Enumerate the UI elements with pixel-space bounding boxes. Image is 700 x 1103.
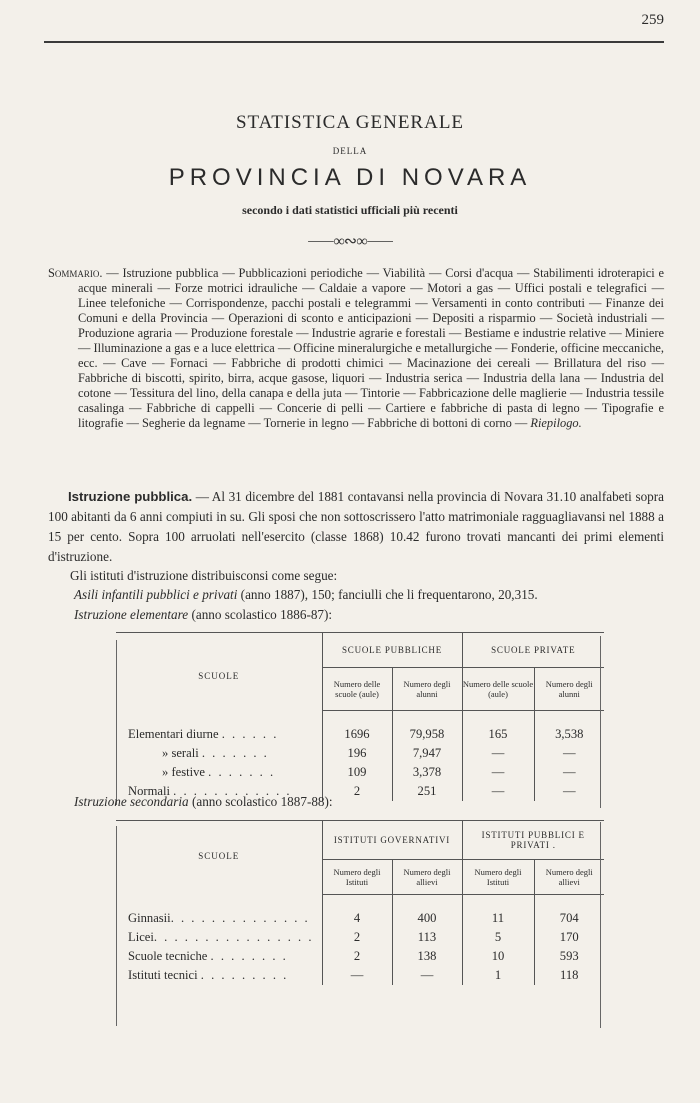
table-row xyxy=(116,763,604,782)
paragraph-asili xyxy=(74,585,664,605)
paragraph-istituti: Gli istituti d'istruzione distribuisconsi come segue: xyxy=(70,568,338,583)
table-header-pubbliche: SCUOLE PUBBLICHE xyxy=(322,633,462,668)
table-subheader: Numero degli Istituti xyxy=(462,860,534,895)
decorative-flourish: ⸺∞∾∞⸺ xyxy=(307,233,393,250)
table-cell: 165 xyxy=(462,711,534,745)
table-cell: 593 xyxy=(534,947,604,966)
table-subheader: Numero delle scuole (aule) xyxy=(462,668,534,711)
table-frame-right xyxy=(600,822,601,1028)
leader-dots: . . . . . . . . xyxy=(210,949,288,963)
row-label: Normali xyxy=(128,784,170,798)
table-subheader: Numero degli alunni xyxy=(392,668,462,711)
table-cell: 3,538 xyxy=(534,711,604,745)
paragraph-elementare xyxy=(74,605,664,625)
table-cell: 118 xyxy=(534,966,604,985)
table-cell: 1 xyxy=(462,966,534,985)
table-cell: 704 xyxy=(534,895,604,929)
table-row xyxy=(116,966,604,985)
table-cell: 196 xyxy=(322,744,392,763)
elementare-label: Istruzione elementare xyxy=(74,607,189,622)
row-label: Istituti tecnici xyxy=(128,968,198,982)
paragraph-secondaria xyxy=(74,792,664,812)
table-header-governativi: ISTITUTI GOVERNATIVI xyxy=(322,821,462,860)
asili-label: Asili infantili pubblici e privati xyxy=(74,587,238,602)
summary-label: Sommario. xyxy=(48,266,103,280)
table-header-pubblici-privati: ISTITUTI PUBBLICI E PRIVATI . xyxy=(462,821,604,860)
table-cell: — xyxy=(462,782,534,801)
leader-dots: . . . . . . . . . xyxy=(200,968,289,982)
table-cell: 400 xyxy=(392,895,462,929)
asili-text: (anno 1887), 150; fanciulli che li frequentarono, 20,315. xyxy=(237,587,538,602)
elementare-text: (anno scolastico 1886-87): xyxy=(188,607,333,622)
row-label: Scuole tecniche xyxy=(128,949,208,963)
table-cell: 11 xyxy=(462,895,534,929)
subtitle-fonti: secondo i dati statistici ufficiali più recenti xyxy=(242,203,458,217)
table-frame-right xyxy=(600,636,601,808)
row-label: » serali xyxy=(162,746,199,760)
table-cell: 79,958 xyxy=(392,711,462,745)
table-row xyxy=(116,928,604,947)
table-subheader: Numero degli allievi xyxy=(534,860,604,895)
table-cell: 4 xyxy=(322,895,392,929)
table-row xyxy=(116,895,604,929)
paragraph-istruzione xyxy=(48,487,664,567)
leader-dots: . . . . . . xyxy=(221,726,279,741)
table-cell: 7,947 xyxy=(392,744,462,763)
table-subheader: Numero delle scuole (aule) xyxy=(322,668,392,711)
secondaria-label: Istruzione secondaria xyxy=(74,794,189,809)
leader-dots: . . . . . . . xyxy=(208,765,276,779)
table-cell: — xyxy=(462,763,534,782)
table-istruzione-elementare xyxy=(116,632,604,801)
secondaria-text: (anno scolastico 1887-88): xyxy=(188,794,333,809)
table-cell: 2 xyxy=(322,947,392,966)
leader-dots: . . . . . . . . . . . . xyxy=(173,784,292,798)
table-cell: 3,378 xyxy=(392,763,462,782)
table-cell: — xyxy=(462,744,534,763)
row-label: Elementari diurne xyxy=(128,726,219,741)
table-subheader: Numero degli allievi xyxy=(392,860,462,895)
table-frame-left xyxy=(116,826,117,1026)
table-cell: — xyxy=(534,763,604,782)
summary-text: — Istruzione pubblica — Pubblicazioni periodiche — Viabilità — Corsi d'acqua — Stabilimenti idroterapici e acque minerali — Forze motrici idrauliche — Caldaie a vapore — Motori a gas — Uffici postali e telegrafici — Linee telefoniche — Corrispondenze, pacchi postali e telegrammi — Versamenti in conto contributi — Finanze dei Comuni e della Provincia — Operazioni di sconto e anticipazioni — Depositi a risparmio — Società industriali — Produzione agraria — Produzione forestale — Industrie agrarie e forestali — Bestiame e industrie relative — Miniere — Illuminazione a gas e a luce elettrica — Officine mineralurgiche e metallurgiche — Fonderie, officine meccaniche, ecc. — Cave — Fornaci — Fabbriche di prodotti chimici — Macinazione dei cereali — Brillatura del riso — Fabbriche di biscotti, spirito, birra, acque gasose, liquori — Industria serica — Industria della lana — Industria del cotone — Tessitura del lino, della canapa e della juta — Tintorie — Fabbricazione delle maglierie — Industria tessile casalinga — Fabbriche di cappelli — Concerie di pelli — Cartiere e fabbriche di pasta di legno — Tipografie e litografie — Segherie da legname — Tornerie in legno — Fabbriche di bottoni di corno — xyxy=(78,266,664,430)
table-cell: 109 xyxy=(322,763,392,782)
table-header-scuole: SCUOLE xyxy=(198,851,240,861)
table-cell: 10 xyxy=(462,947,534,966)
table-cell: 170 xyxy=(534,928,604,947)
summary-last-item: Riepilogo. xyxy=(530,416,582,430)
title-provincia: PROVINCIA DI NOVARA xyxy=(168,164,532,191)
table-header-scuole: SCUOLE xyxy=(198,671,240,681)
table-cell: — xyxy=(534,744,604,763)
title-della: DELLA xyxy=(332,146,368,156)
table-row xyxy=(116,947,604,966)
table-cell: 251 xyxy=(392,782,462,801)
table-cell: 113 xyxy=(392,928,462,947)
header-rule xyxy=(44,41,664,43)
table-istruzione-secondaria xyxy=(116,820,604,985)
table-frame-left xyxy=(116,640,117,805)
page-number: 259 xyxy=(641,12,664,28)
table-header-private: SCUOLE PRIVATE xyxy=(462,633,604,668)
leader-dots: . . . . . . . xyxy=(201,746,269,760)
leader-dots: . . . . . . . . . . . . . . xyxy=(170,910,310,925)
table-row xyxy=(116,744,604,763)
leader-dots: . . . . . . . . . . . . . . . . xyxy=(153,930,314,944)
table-subheader: Numero degli alunni xyxy=(534,668,604,711)
table-row xyxy=(116,711,604,745)
summary-block xyxy=(48,266,664,431)
table-cell: — xyxy=(322,966,392,985)
table-cell: — xyxy=(534,782,604,801)
row-label: Ginnasii xyxy=(128,910,171,925)
table-cell: 2 xyxy=(322,928,392,947)
table-cell: — xyxy=(392,966,462,985)
row-label: » festive xyxy=(162,765,206,779)
paragraph-text: — Al 31 dicembre del 1881 contavansi nella provincia di Novara 31.10 analfabeti sopra 100 abitanti da 6 anni compiuti in su. Gli sposi che non sottoscrissero l'atto matrimoniale ragguagliavansi nel 1888 a 15 per cento. Sopra 100 arruolati nell'esercito (classe 1868) 10.42 furono trovati mancanti dei primi elementi d'istruzione. xyxy=(48,489,665,564)
section-heading: Istruzione pubblica. xyxy=(68,489,193,504)
table-cell: 138 xyxy=(392,947,462,966)
title-statistica-generale: STATISTICA GENERALE xyxy=(235,112,465,133)
table-subheader: Numero degli Istituti xyxy=(322,860,392,895)
table-cell: 2 xyxy=(322,782,392,801)
table-cell: 5 xyxy=(462,928,534,947)
row-label: Licei xyxy=(128,930,154,944)
table-cell: 1696 xyxy=(322,711,392,745)
